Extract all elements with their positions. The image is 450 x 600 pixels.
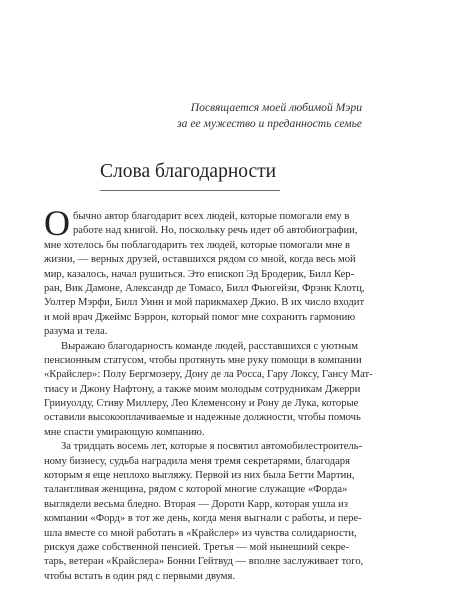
dedication [177, 100, 362, 132]
paragraph-line: и мой врач Джеймс Бэррон, который помог мне сохранить гармонию [44, 311, 356, 323]
dedication-line-1: Посвящается моей любимой Мэри [190, 101, 362, 114]
paragraph-line: шла вместе со мной работать в «Крайслер» из чувства солидарности, [44, 527, 357, 539]
paragraph-line: тиасу и Джону Нафтону, а также моим молодым сотрудникам Джерри [44, 383, 361, 395]
paragraph-line: которым я еще неплохо выгляжу. Первой из них была Бетти Мартин, [44, 470, 355, 482]
paragraph-line: Уолтер Мэрфи, Билл Уинн и мой парикмахер Джио. В их число входит [44, 297, 365, 309]
paragraph-line: талантливая женщина, рядом с которой многие служащие «Форда» [44, 484, 348, 496]
paragraph-line: ному бизнесу, судьба наградила меня тремя секретарями, благодаря [44, 455, 350, 467]
paragraph-line: Гринуолду, Стиву Миллеру, Лео Клеменсону и Рону де Лука, которые [44, 398, 359, 410]
paragraph-line: пенсионным статусом, чтобы протянуть мне руку помощи в компании [44, 354, 362, 366]
title-underline [100, 190, 280, 191]
paragraph-line: оставили высокооплачиваемые и надежные должности, чтобы помочь [44, 412, 361, 424]
paragraph-line: мне хотелось бы поблагодарить тех людей, которые помогали мне в [44, 239, 351, 251]
paragraph-line: жизни, — верных друзей, оставшихся рядом со мной, когда весь мой [44, 254, 356, 266]
paragraph-line: мне спасти умирающую компанию. [44, 426, 205, 438]
dedication-line-2: за ее мужество и преданность семье [177, 117, 362, 130]
paragraph-line: разума и тела. [44, 326, 108, 338]
paragraph-3 [44, 440, 366, 584]
paragraph-line: «Крайслер»: Полу Бергмозеру, Дону де ла Росса, Гару Локсу, Гансу Мат- [44, 369, 373, 381]
paragraph-2 [44, 340, 373, 441]
line-text: бычно автор благодарит всех людей, которые помогали ему в [73, 211, 350, 222]
chapter-title: Слова благодарности [100, 161, 277, 182]
paragraph-line: рискуя даже собственной пенсией. Третья — мой нынешний секре- [44, 541, 350, 553]
paragraph-line: тарь, ветеран «Крайслера» Бонни Гейтвуд — вполне заслуживает того, [44, 556, 364, 568]
paragraph-line: мир, казалось, начал рушиться. Это епископ Эд Бродерик, Билл Кер- [44, 268, 355, 280]
paragraph-1 [44, 203, 366, 340]
body-text [44, 203, 373, 584]
paragraph-line: выглядели весьма бледно. Вторая — Дороти Карр, которая ушла из [44, 498, 348, 510]
drop-cap: О [44, 203, 70, 243]
paragraph-line: чтобы встать в один ряд с первыми двумя. [44, 570, 236, 582]
paragraph-line: За тридцать восемь лет, которые я посвятил автомобилестроитель- [61, 441, 363, 453]
paragraph-line: ран, Вик Дамоне, Александр де Томасо, Билл Фьюгейзи, Фрэнк Клотц, [44, 282, 365, 294]
paragraph-line: Выражаю благодарность команде людей, расставшихся с уютным [61, 340, 359, 352]
paragraph-line: работе над книгой. Но, поскольку речь идет об автобиографии, [73, 225, 358, 237]
paragraph-line: компании «Форд» в тот же день, когда меня выгнали с работы, и пере- [44, 513, 362, 525]
